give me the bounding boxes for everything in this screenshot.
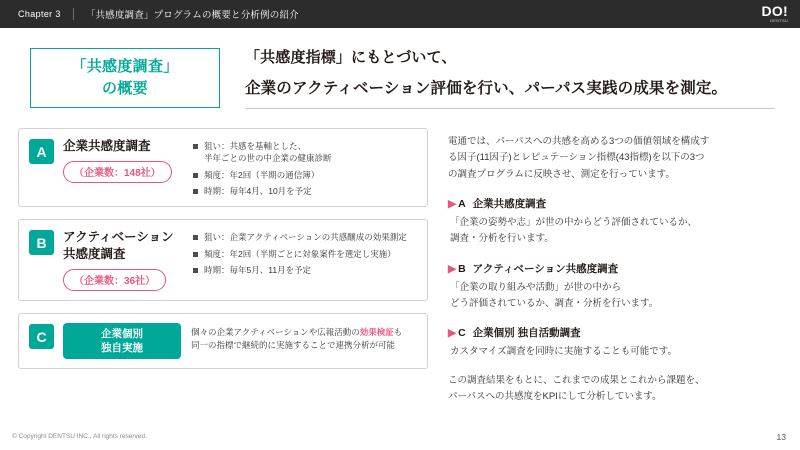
desc-a-line1: 「企業の姿勢や志」が世の中からどう評価されているか、 [450, 217, 698, 229]
program-box-a [18, 128, 428, 207]
program-a-content [63, 138, 417, 197]
desc-b-letter: B [458, 262, 466, 275]
bullet-a-1-line2: 半年ごとの世の中企業の健康診断 [204, 153, 332, 164]
outro-line1: この調査結果をもとに、これまでの成果とこれから課題を、 [448, 374, 705, 386]
list-item [193, 140, 417, 165]
chapter-label: Chapter 3 [18, 9, 61, 19]
logo-sub-text: DENTSU [770, 18, 788, 23]
list-item: 頻度：年2回（半期ごとに対象案件を選定し実施） [193, 248, 417, 260]
desc-heading-c [448, 324, 784, 342]
intro-line3: の調査プログラムに反映させ、測定を行っています。 [448, 168, 675, 180]
page-number: 13 [776, 432, 786, 442]
desc-c-letter: C [458, 327, 466, 340]
dentsu-logo [761, 4, 788, 23]
section-title-line2: の概要 [102, 80, 148, 97]
badge-b: B [29, 230, 54, 255]
program-box-c [18, 313, 428, 369]
desc-a-title: 企業共感度調査 [472, 197, 547, 210]
desc-a-body [450, 215, 784, 248]
program-list [18, 128, 428, 381]
program-b-bullets [193, 229, 417, 276]
slide-header [0, 0, 800, 28]
program-block-a [18, 128, 428, 207]
headline-line1: 「共感度指標」にもとづいて、 [245, 49, 457, 66]
program-c-text-emphasis: 効果検証 [359, 327, 394, 337]
program-c-pill [63, 323, 181, 359]
badge-a: A [29, 139, 54, 164]
desc-c-title: 企業個別 独自活動調査 [472, 327, 581, 340]
headline-underline [245, 108, 775, 109]
desc-b-body [450, 280, 784, 313]
program-c-text [191, 323, 402, 352]
program-box-b [18, 219, 428, 301]
program-a-left [63, 138, 193, 183]
program-c-pill-line2: 独自実施 [101, 342, 143, 354]
desc-c-body [450, 344, 784, 360]
program-c-text-b: も [393, 327, 403, 337]
list-item: 頻度：年2回（半期の通信簿） [193, 169, 417, 181]
badge-c: C [29, 324, 54, 349]
program-block-b [18, 219, 428, 301]
triangle-icon: ▶ [448, 197, 457, 210]
list-item: 時期：毎年4月、10月を予定 [193, 185, 417, 197]
triangle-icon: ▶ [448, 327, 457, 340]
list-item: 狙い：企業アクティベーションの共感醸成の効果測定 [193, 231, 417, 243]
program-a-title: 企業共感度調査 [63, 139, 151, 153]
section-title-box [30, 48, 220, 108]
desc-a-line2: 調査・分析を行います。 [450, 233, 554, 245]
intro-line1: 電通では、パーパスへの共感を高める3つの価値領域を構成す [448, 136, 710, 147]
program-b-content [63, 229, 417, 291]
desc-b-line2: どう評価されているか、調査・分析を行います。 [450, 298, 659, 310]
program-block-c [18, 313, 428, 369]
bullet-a-1-line1: 狙い：共感を基軸とした、 [204, 141, 307, 151]
desc-b-title: アクティベーション共感度調査 [472, 262, 619, 275]
program-b-title-line2: 共感度調査 [63, 247, 126, 262]
program-b-title [63, 229, 193, 263]
program-c-pill-line1: 企業個別 [101, 327, 143, 340]
desc-c-line1: カスタマイズ調査を同時に実施することも可能です。 [450, 346, 677, 358]
program-b-count: （企業数：36社） [63, 269, 166, 291]
section-title-line1: 「共感度調査」 [71, 58, 179, 76]
copyright-text: © Copyright DENTSU INC., All rights reserved. [12, 433, 147, 440]
program-c-content [63, 323, 417, 359]
triangle-icon: ▶ [448, 262, 457, 275]
header-title: 「共感度調査」プログラムの概要と分析例の紹介 [85, 10, 299, 21]
header-divider [73, 8, 74, 20]
headline-line2: 企業のアクティベーション評価を行い、パーパス実践の成果を測定。 [245, 80, 728, 97]
program-b-title-line1: アクティベーション [63, 230, 174, 245]
intro-line2: る因子(11因子)とレピュテーション指標(43指標)を以下の3つ [448, 152, 705, 164]
desc-b-line1: 「企業の取り組みや活動」が世の中から [450, 281, 622, 293]
program-c-text-line2: 同一の指標で継続的に実施することで連携分析が可能 [191, 339, 396, 350]
headline [245, 46, 775, 98]
program-c-text-a: 個々の企業アクティベーションや広報活動の [191, 327, 360, 337]
desc-outro [448, 373, 784, 406]
desc-a-letter: A [458, 197, 466, 210]
program-a-bullets [193, 138, 417, 197]
outro-line2: パーパスへの共感度をKPIにして分析しています。 [448, 391, 662, 403]
logo-main-text: DO! [761, 3, 788, 19]
title-band [0, 40, 800, 112]
list-item: 時期：毎年5月、11月を予定 [193, 264, 417, 276]
description-column [448, 134, 784, 405]
desc-heading-a [448, 195, 784, 213]
program-a-count: （企業数：148社） [63, 161, 172, 183]
desc-heading-b [448, 260, 784, 278]
program-b-left [63, 229, 193, 291]
